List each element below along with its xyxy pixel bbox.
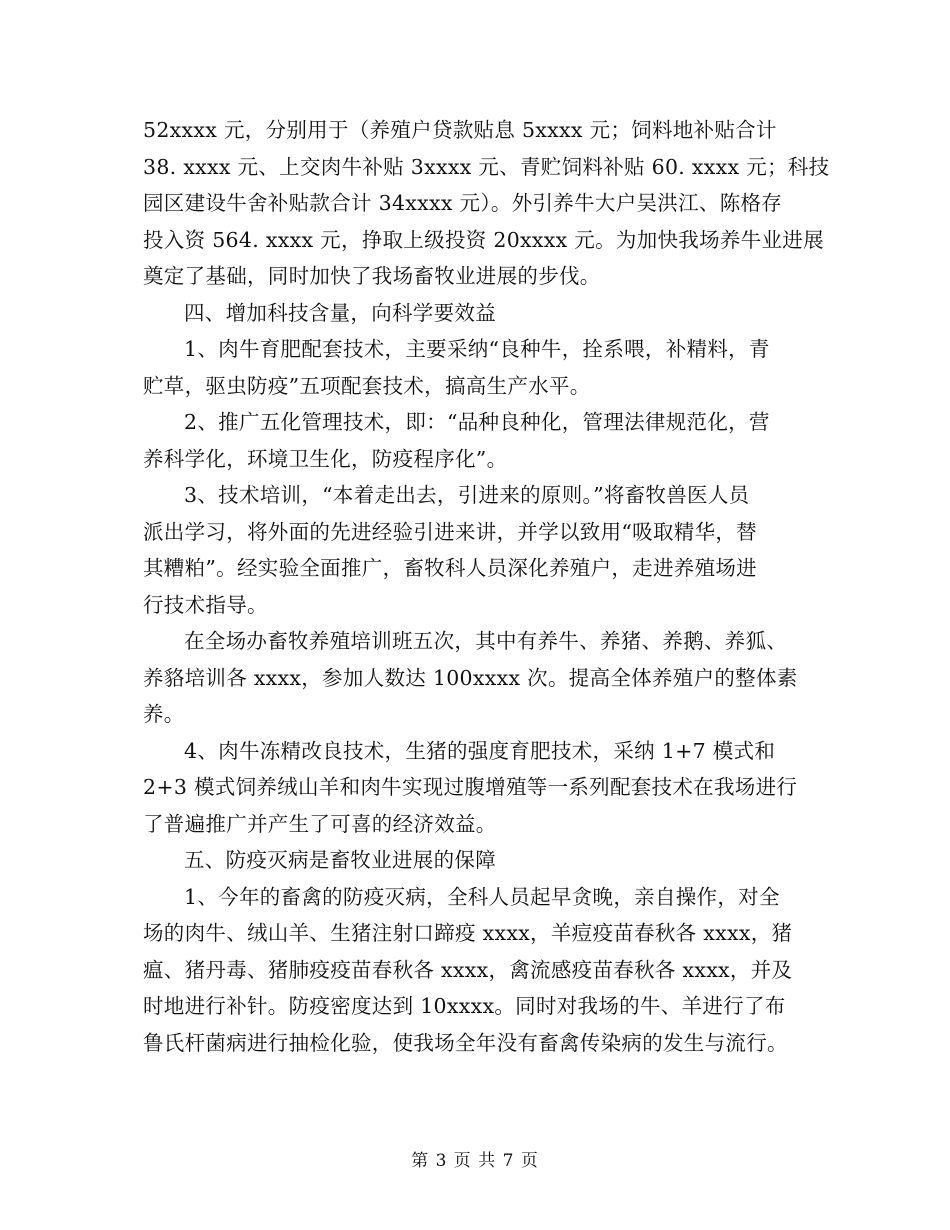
body-line: 投入资 564. xxxx 元，挣取上级投资 20xxxx 元。为加快我场养牛业进展 xyxy=(143,227,824,252)
body-line: 行技术指导。 xyxy=(143,592,268,617)
body-line: 场的肉牛、绒山羊、生猪注射口蹄疫 xxxx，羊痘疫苗春秋各 xxxx，猪 xyxy=(143,921,793,945)
body-line: 了普遍推广并产生了可喜的经济效益。 xyxy=(143,811,497,836)
body-line: 52xxxx 元，分别用于（养殖户贷款贴息 5xxxx 元；饲料地补贴合计 xyxy=(143,118,777,142)
document-body xyxy=(143,112,830,1061)
body-line: 在全场办畜牧养殖培训班五次，其中有养牛、养猪、养鹅、养狐、 xyxy=(184,629,788,653)
body-line: 养。 xyxy=(143,702,185,726)
body-line: 其糟粕”。经实验全面推广，畜牧科人员深化养殖户，走进养殖场进 xyxy=(143,556,757,580)
body-line: 贮草，驱虫防疫”五项配套技术，搞高生产水平。 xyxy=(143,373,591,398)
body-line: 园区建设牛舍补贴款合计 34xxxx 元）。外引养牛大户吴洪江、陈格存 xyxy=(143,191,783,215)
body-line: 1、今年的畜禽的防疫灭病，全科人员起早贪晚，亲自操作，对全 xyxy=(184,884,780,909)
body-line: 38. xxxx 元、上交肉牛补贴 3xxxx 元、青贮饲料补贴 60. xxxx 元；科技 xyxy=(143,154,830,179)
section-heading: 四、增加科技含量，向科学要效益 xyxy=(184,300,496,325)
body-line: 奠定了基础，同时加快了我场畜牧业进展的步伐。 xyxy=(143,264,601,288)
body-line: 鲁氏杆菌病进行抽检化验，使我场全年没有畜禽传染病的发生与流行。 xyxy=(143,1030,788,1055)
body-line: 1、肉牛育肥配套技术，主要采纳“良种牛，拴系喂，补精料，青 xyxy=(184,337,770,361)
body-line: 3、技术培训，“本着走出去，引进来的原则。”将畜牧兽医人员 xyxy=(184,483,750,507)
page-number-footer: 第 3 页 共 7 页 xyxy=(411,1151,539,1171)
body-line: 时地进行补针。防疫密度达到 10xxxx。同时对我场的牛、羊进行了布 xyxy=(143,994,786,1018)
body-line: 派出学习，将外面的先进经验引进来讲，并学以致用“吸取精华，替 xyxy=(143,519,757,544)
body-line: 养科学化，环境卫生化，防疫程序化”。 xyxy=(143,446,508,471)
section-heading: 五、防疫灭病是畜牧业进展的保障 xyxy=(184,848,496,872)
body-line: 2+3 模式饲养绒山羊和肉牛实现过腹增殖等一系列配套技术在我场进行 xyxy=(143,775,798,799)
body-line: 2、推广五化管理技术，即：“品种良种化，管理法律规范化，营 xyxy=(184,410,770,434)
body-line: 养貉培训各 xxxx，参加人数达 100xxxx 次。提高全体养殖户的整体素 xyxy=(143,665,798,690)
body-line: 瘟、猪丹毒、猪肺疫疫苗春秋各 xxxx，禽流感疫苗春秋各 xxxx，并及 xyxy=(143,957,793,982)
body-line: 4、肉牛冻精改良技术，生猪的强度育肥技术，采纳 1+7 模式和 xyxy=(184,738,776,763)
